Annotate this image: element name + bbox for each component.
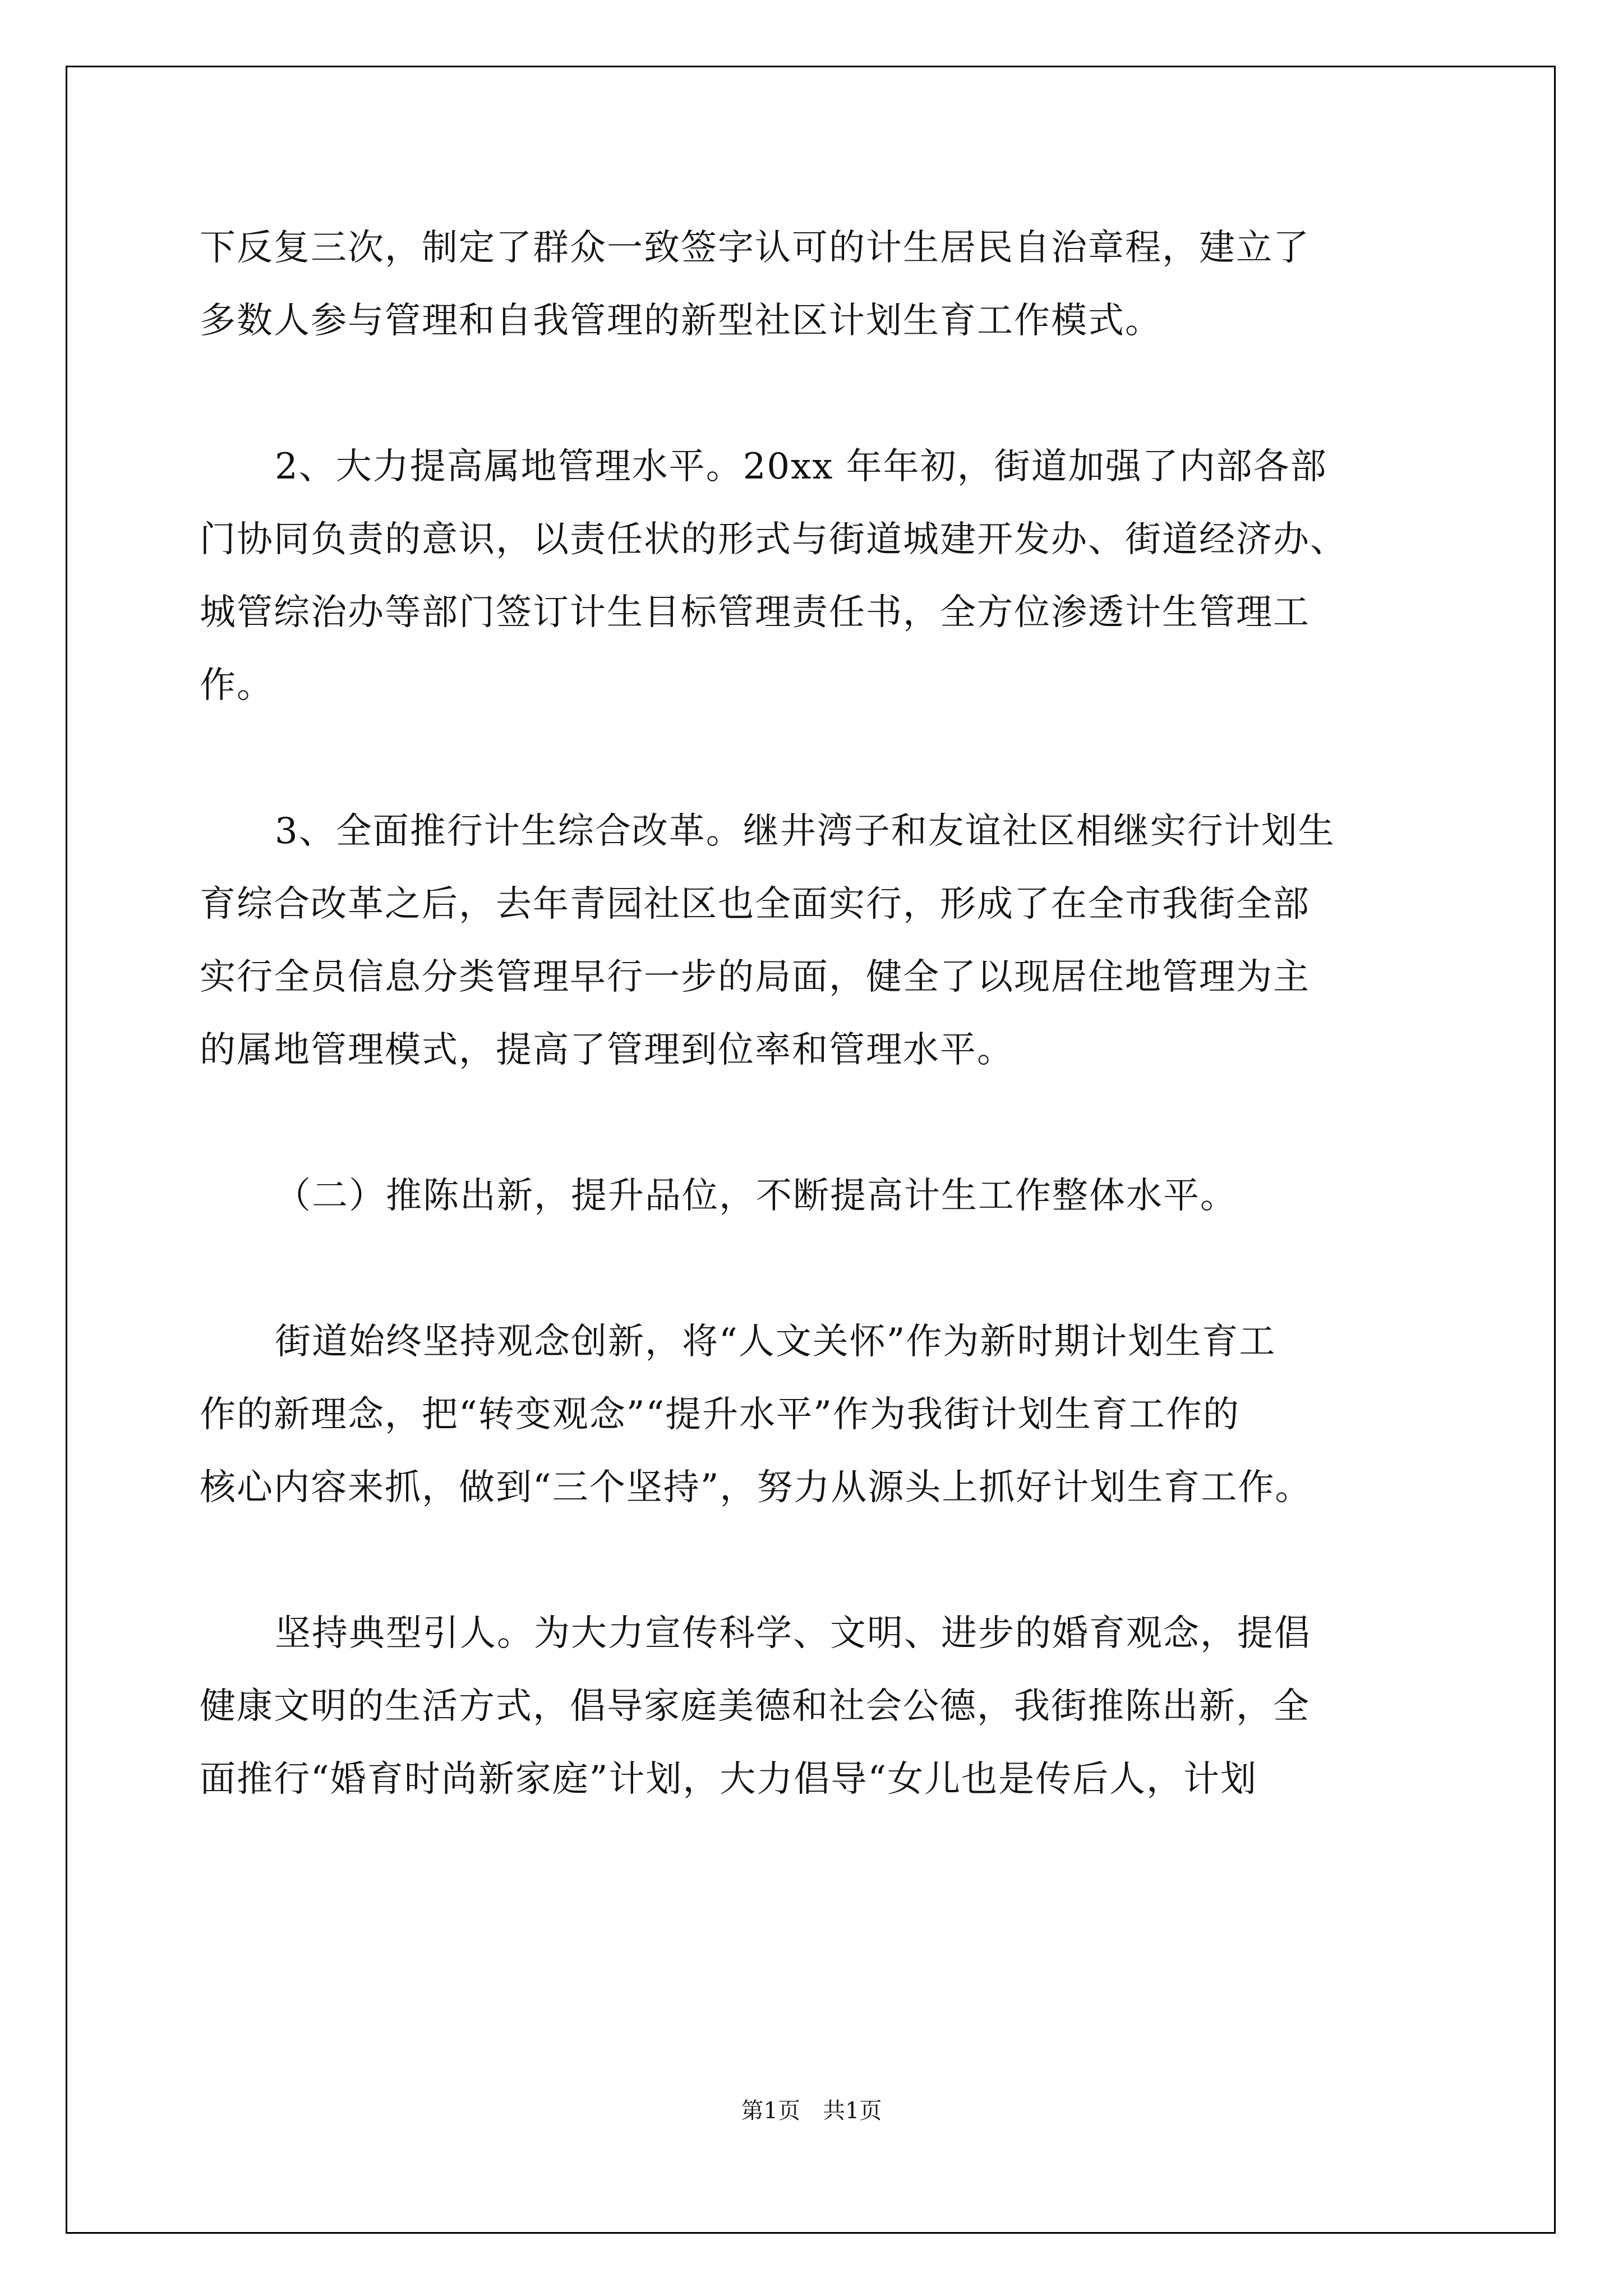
text-line: 核心内容来抓，做到“三个坚持”，努力从源头上抓好计划生育工作。	[200, 1467, 1312, 1508]
page-footer	[0, 2097, 1623, 2125]
text-line: 作。	[200, 665, 274, 706]
text-line: 实行全员信息分类管理早行一步的局面，健全了以现居住地管理为主	[200, 956, 1310, 998]
text-line: 坚持典型引人。为大力宣传科学、文明、进步的婚育观念，提倡	[275, 1613, 1311, 1654]
page-number: 第1页	[741, 2098, 800, 2124]
text-line: 的属地管理模式，提高了管理到位率和管理水平。	[200, 1029, 1014, 1071]
text-line: 多数人参与管理和自我管理的新型社区计划生育工作模式。	[200, 300, 1162, 342]
section-heading: （二）推陈出新，提升品位，不断提高计生工作整体水平。	[275, 1175, 1237, 1217]
text-line: 3、全面推行计生综合改革。继井湾子和友谊社区相继实行计划生	[275, 811, 1335, 852]
text-line: 街道始终坚持观念创新，将“人文关怀”作为新时期计划生育工	[275, 1321, 1276, 1363]
text-line: 健康文明的生活方式，倡导家庭美德和社会公德，我街推陈出新，全	[200, 1686, 1310, 1727]
text-line: 面推行“婚育时尚新家庭”计划，大力倡导“女儿也是传后人，计划	[200, 1759, 1258, 1800]
page-total: 共1页	[823, 2098, 882, 2124]
text-line: 2、大力提高属地管理水平。20xx 年年初，街道加强了内部各部	[275, 446, 1327, 487]
text-line: 下反复三次，制定了群众一致签字认可的计生居民自治章程，建立了	[200, 227, 1310, 269]
page-border	[66, 66, 1556, 2234]
text-line: 育综合改革之后，去年青园社区也全面实行，形成了在全市我街全部	[200, 884, 1310, 925]
text-line: 门协同负责的意识，以责任状的形式与街道城建开发办、街道经济办、	[200, 519, 1347, 560]
text-line: 作的新理念，把“转变观念”“提升水平”作为我街计划生育工作的	[200, 1394, 1240, 1435]
text-line: 城管综治办等部门签订计生目标管理责任书，全方位渗透计生管理工	[200, 592, 1310, 633]
